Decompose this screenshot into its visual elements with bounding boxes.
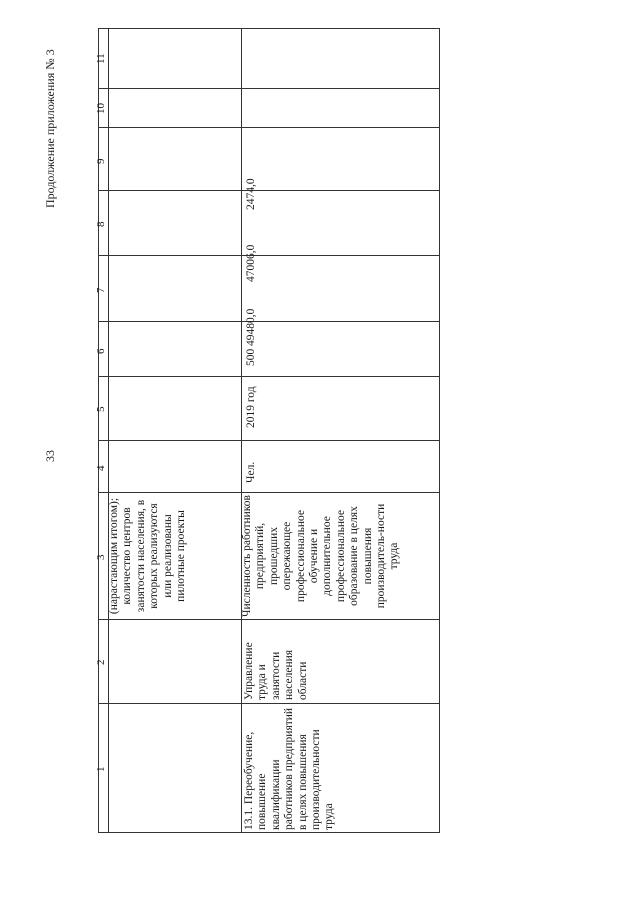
responsible-department: Управление труда и занятости населения области <box>243 642 309 700</box>
value-col6: 500 <box>245 348 257 366</box>
value-col9: 2474,0 <box>245 178 257 210</box>
column-number-1: 1 <box>95 766 107 772</box>
column-number-7: 7 <box>95 287 107 293</box>
value-col5: 2019 год <box>245 386 257 428</box>
column-number-6: 6 <box>95 348 107 354</box>
column-number-3: 3 <box>95 554 107 560</box>
activity-name: 13.1. Переобучение, повышение квалификации работников предприятий в целях повышения производительности труда <box>243 707 336 830</box>
page-number: 33 <box>43 450 57 462</box>
column-number-11: 11 <box>95 53 107 64</box>
data-table <box>95 28 440 832</box>
column-number-4: 4 <box>95 465 107 471</box>
column-number-9: 9 <box>95 158 107 164</box>
value-col4: Чел. <box>245 461 257 483</box>
prev-row-indicator-text: (нарастающим итогом); количество центров занятости населения, в которых реализуются или реализованы пилотные проекты <box>108 497 188 615</box>
column-number-2: 2 <box>95 659 107 665</box>
column-number-8: 8 <box>95 221 107 227</box>
value-col7: 49480,0 <box>245 308 257 346</box>
column-number-10: 10 <box>95 103 107 114</box>
value-col8: 47006,0 <box>245 244 257 282</box>
continuation-label: Продолжение приложения № 3 <box>43 49 57 208</box>
indicator-text: Численность работников предприятий, прошедших опережающее профессиональное обучение и дополнительное профессиональное образование в целях повышения производитель-ности труда <box>241 495 401 617</box>
column-number-5: 5 <box>95 406 107 412</box>
